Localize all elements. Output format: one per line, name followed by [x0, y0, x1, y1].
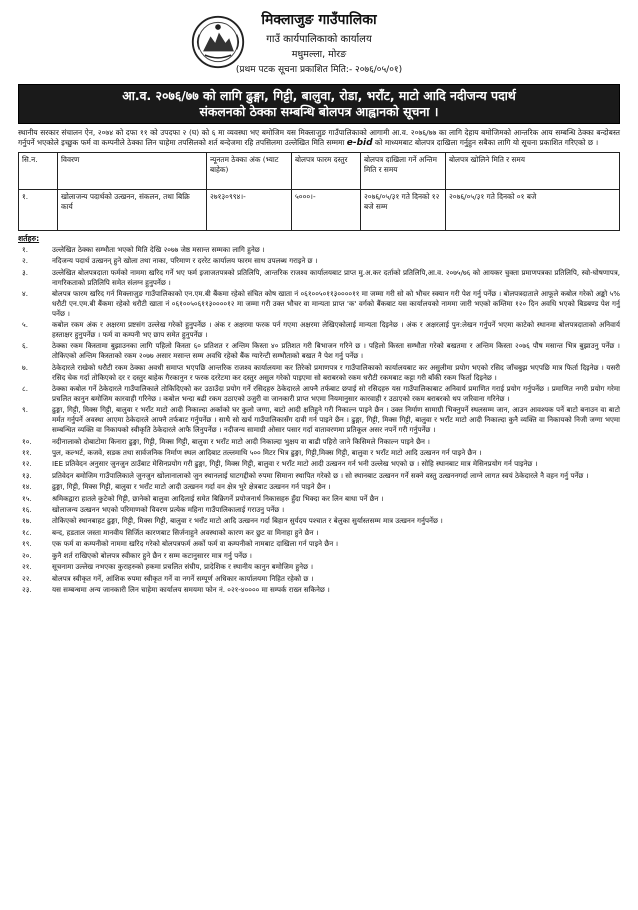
term-number: २०.: [22, 550, 32, 560]
headline-line-1: आ.व. २०७६/७७ को लागि ढुङ्गा, गिट्टी, बालुवा, रोडा, भराँट, माटो आदि नदीजन्य पदार्थ: [122, 88, 516, 103]
term-number: ४.: [22, 288, 28, 298]
term-item: [18, 363, 620, 383]
nepal-government-emblem-icon: [190, 14, 246, 70]
municipality-name: मिक्लाजुङ गाउँपालिका: [261, 12, 377, 28]
term-item: [18, 574, 620, 584]
term-number: १७.: [22, 516, 32, 526]
term-text: सूचनामा उल्लेख नभएका कुराहरुको हकमा प्रचलित संघीय, प्रादेशिक र स्थानीय कानुन बमोजिम हुनेछ ।: [52, 562, 314, 572]
term-text: पुल, कल्भर्ट, कजवे, सडक तथा सार्वजनिक निर्माण स्थल आदिबाट तल्लमाथि ५०० मिटर भित्र ढुङ्गा, गिट्टी,मिक्स गिट्टी, बालुवा र भराँट माटो आदि उत्खनन गर्न पाइने छैन ।: [52, 448, 482, 458]
term-number: ६.: [22, 341, 28, 351]
intro-text-before: स्थानीय सरकार संचालन ऐन, २०७४ को दफा ११ को उपदफा २ (घ) को ६ मा व्यवस्था भए बमोजिम यस मिक्लाजुङ गाउँपालिकाको आगामी आ.व. २०७६/७७ का लागि देहाय बमोजिमको आन्तरिक आय सम्बन्धि ठेक्का बन्दोबस्त गर्नुपर्ने भएकोले इच्छुक फर्म वा कम्पनीले ठेक्का लिन चाहेमा तपसिलको शर्त बन्देजमा रहि तपसिलमा उल्लेखित मिति सम्ममा: [18, 128, 620, 148]
term-item: [18, 562, 620, 572]
term-item: [18, 384, 620, 404]
table-header-cell: विवरण: [58, 152, 207, 189]
term-number: १०.: [22, 436, 32, 446]
term-text: ढुङ्गा, गिट्टी, मिक्स गिट्टी, बालुवा र भराँट माटो आदी उत्खनन गर्दा वन क्षेत्र भुरे क्षेत्रबाट उत्खनन गर्न पाइने छैन ।: [52, 482, 331, 492]
term-item: [18, 471, 620, 481]
term-number: २३.: [22, 584, 32, 594]
term-number: ३.: [22, 267, 28, 277]
table-cell: २०७६/०५/३१ गते दिनको ०१ बजे: [446, 189, 620, 230]
term-number: १.: [22, 244, 28, 254]
term-number: ५.: [22, 320, 28, 330]
term-item: [18, 539, 620, 549]
term-item: [18, 459, 620, 469]
term-text: कबोल रकम अंक र अक्षरमा प्रष्टसंग उल्लेख गरेको हुनुपर्नेछ । अंक र अक्षरमा फरक पर्न गएमा अक्षरमा लेखिएकोलाई मान्यता दिइनेछ । अंक र अक्षरलाई पुन:लेखन गर्नुपर्ने भएमा काटेको स्थानमा बोलपत्रदाताको अनिवार्य हस्ताक्षर हुनुपर्नेछ । फर्म वा कम्पनी भए छाप समेत हुनुपर्नेछ ।: [52, 320, 620, 340]
term-text: नदीनालाको दोबाटोमा किनारा ढुङ्गा, गिट्टी, मिक्स गिट्टी, बालुवा र भराँट माटो आदी निकाल्दा भुक्षय वा बाढी पहिरो जाने किसिमले निकाल्न पाइने छैन ।: [52, 436, 430, 446]
term-text: एक फर्म वा कम्पनीको नाममा खरिद गरेको बोलपत्रफर्म अर्को फर्म वा कम्पनीको नामबाट दाखिला गर्न पाइने छैन ।: [52, 539, 339, 549]
term-item: [18, 448, 620, 458]
term-item: [18, 528, 620, 538]
term-item: [18, 437, 620, 447]
term-item: [18, 494, 620, 504]
office-location: मधुमल्ला, मोरङ: [291, 49, 347, 60]
term-number: १९.: [22, 539, 32, 549]
term-text: श्रमिकद्वारा हातले कुटेको गिट्टी, छानेको बालुवा आदिलाई समेत बिक्रिगर्ने प्रयोजनार्थ निकासहरु हुँदा भिक्दा कर लिन बाधा पर्ने छैन ।: [52, 493, 384, 503]
publication-date: (प्रथम पटक सूचना प्रकाशित मिति:- २०७६/०५/०१): [235, 65, 403, 75]
term-number: ९.: [22, 405, 28, 415]
notice-header: [18, 10, 620, 80]
notice-headline-banner: [18, 84, 620, 124]
term-text: यस सम्बन्धमा अन्य जानकारी लिन चाहेमा कार्यालय समयमा फोन नं. ०२१-४०००० मा सम्पर्क राख्न सकिनेछ ।: [52, 584, 330, 594]
term-item: [18, 516, 620, 526]
table-header-cell: न्यूनतम ठेक्का अंक (भ्याट बाहेक): [207, 152, 292, 189]
term-item: [18, 256, 620, 266]
term-number: ८.: [22, 384, 28, 394]
terms-list: [18, 245, 620, 595]
term-text: कुनै शर्त राखिएको बोलपत्र स्वीकार हुने छैन र सम्म कटानुसारर मात्र गर्नु पर्नेछ ।: [52, 550, 252, 560]
term-text: तोकिएको स्थानबाहट ढुङ्गा, गिट्टी, मिक्स गिट्टी, बालुवा र भराँट माटो आदि उत्खनन गर्दा बिहान सुर्यदय पश्चात र बेलुका सुर्यास्तसम्म मात्र उत्खनन गर्नुपर्नेछ ।: [52, 516, 443, 526]
table-cell: १.: [19, 189, 58, 230]
term-number: १२.: [22, 459, 32, 469]
term-number: २२.: [22, 573, 32, 583]
table-row: [19, 189, 620, 230]
table-cell: २०७६/०५/३१ गते दिनको १२ बजे सम्म: [361, 189, 446, 230]
term-text: नदिजन्य पदार्थ उत्खनन् हुने खोला तथा नाका, परिमाण र दररेट कार्यालय फारम साथ उपलब्ध गराइने छ ।: [52, 256, 318, 266]
term-number: २.: [22, 256, 28, 266]
table-cell: ५०००।-: [292, 189, 361, 230]
table-header-cell: बोलपत्र खोलिने मिति र समय: [446, 152, 620, 189]
headline-line-2: संकलनको ठेक्का सम्बन्धि बोलपत्र आह्वानको सूचना ।: [199, 104, 439, 119]
term-text: ठेक्का रकम किस्तामा बुझाउनका लागि पहिलो किस्ता ६० प्रतिशत र अन्तिम किस्ता ४० प्रतिशत गरी बिभाजन गरिने छ । पहिलो किस्ता सम्भौता गरेको बखतमा र अन्तिम किस्ता २०७६ पौष मसान्त भित्र बुझाउनु पर्नेछ । तोकिएको अन्तिम किस्ताको रकम २०७७ असार मसान्त सम्म अवधि रहेको बैंक ग्यारेन्टी सम्भौताको बखत नै पेश गर्नु पर्नेछ ।: [52, 341, 620, 361]
table-header-cell: बोलपत्र दाखिला गर्ने अन्तिम मिति र समय: [361, 152, 446, 189]
term-number: ७.: [22, 362, 28, 372]
term-text: उल्लेखित बोलपत्रदाता फर्मको नाममा खरिद गर्ने भए फर्म इजाजतपत्रको प्रतिलिपि, आन्तरिक राजश्व कार्यालयबाट प्राप्त मु.अ.कर दर्ताको प्रतिलिपि,आ.व. २०७५/७६ को आयकर चुक्ता प्रमाणपत्रका प्रतिलिपि, स्वो-घोषणापत्र, नागरिकताको प्रतिलिपि समेत संलग्न हुनुपर्नेछ ।: [52, 267, 620, 287]
tender-table: [18, 152, 620, 231]
table-cell: २७१३०९९४।-: [207, 189, 292, 230]
term-item: [18, 551, 620, 561]
term-item: [18, 268, 620, 288]
term-item: [18, 585, 620, 595]
term-number: १३.: [22, 470, 32, 480]
term-text: बोलपत्र स्वीकृत गर्ने, आंशिक रुपमा स्वीकृत गर्ने वा नगर्ने सम्पूर्ण अधिकार कार्यालयमा निहित रहेको छ ।: [52, 573, 314, 583]
term-item: [18, 505, 620, 515]
term-item: [18, 245, 620, 255]
term-text: प्रतिवेदन बमोजिम गाउँपालिकाले जुनजुन खोलानालाको जुन स्थानलाई घाटगद्दीको रुपमा सिमाना स्थापित गरेको छ । सो स्थानबाट उत्खनन गर्ने सक्ने वस्तु उत्खननगर्दा लाग्ने लागत स्वयं ठेकेदारले नै वहन गर्नु पर्नेछ ।: [52, 470, 589, 480]
term-number: २१.: [22, 562, 32, 572]
term-text: खोलाजन्य उत्खनन भएको परिमाणको विवरण प्रत्येक महिना गाउँपालिकालाई गराउनु पर्नेछ ।: [52, 505, 285, 515]
term-text: ठेकेदारले राखेको धरौटी रकम ठेक्का अवधी समाप्त भएपछि आन्तरिक राजश्व कार्यालयमा कर तिरेको प्रमाणपत्र र गाउँपालिकाको कार्यालयबाट कर असुलीमा प्रयोग भएको रसिद जाँचबुझ भएपछि मात्र फिर्ता दिइनेछ । यसरी रसिद चेक गर्दा तोकिएको दर र दस्तुर बाहेक गैरकानुन र फरक दररेटमा कर दस्तुर असुल गरेको पाइएमा सो बराबरको रकम धरौटी रकमबाट कट्टा गरी बाँकी रकम फिर्ता दिइनेछ ।: [52, 362, 620, 382]
term-text: उल्लेखित ठेक्का सम्भौता भएको मिति देखि २०७७ जेष्ठ मसान्त सम्मका लागि हुनेछ ।: [52, 244, 265, 254]
table-header-cell: बोलपत्र फारम दस्तुर: [292, 152, 361, 189]
term-text: ढुङ्गा, गिट्टी, मिक्स गिट्टी, बालुवा र भराँट माटो आदी निकाल्दा अर्काको घर कुलो जग्गा, बाटो आदी क्षतिहुने गरी निकाल्न पाइने छैन । उक्त निर्माण सामाग्री भिक्नुपर्ने स्थलसम्म जान, आउन आवश्यक पर्ने बाटो बनाउन वा बाटो मर्मत गर्नुपर्ने अवस्था आएमा ठेकेदारले आफ्नै तर्फबाट गर्नुपर्नेछ । साथै सो खर्च गाउँपालिकासँग दावी गर्न पाइने छैन । ढुङ्गा, गिट्टी, मिक्स गिट्टी, बालुवा र भराँट माटो आदी निकाल्दा कुनै व्यक्ति वा निकायको निजी जग्गा भएमा सम्बन्धित व्यक्ति वा निकायको स्वीकृति ठेकेदारले आफै लिनुपर्नेछ । नदीजन्य सामाग्री ओसार पसार गर्दा वातावरणमा प्रतिकूल असर नपर्ने गरी गर्नुपर्नेछ ।: [52, 405, 620, 435]
term-item: [18, 482, 620, 492]
term-text: ठेक्का कबोल गर्ने ठेकेदारले गाउँपालिकाले तोकिदिएको कर उठाउँदा प्रयोग गर्ने रसिदहरु ठेकेदारले आफ्नै तर्फबाट छपाई सो रसिदहरु यस गाउँपालिकाबाट अनिवार्य प्रमाणित गराई प्रयोग गर्नुपर्नेछ । प्रमाणित नगरी प्रयोग गरेमा प्रचलित कानुन बमोजिम कारवाही गरिनेछ । कबोल भन्दा बढी रकम उठाएको उजुरी वा जानकारी प्राप्त भएमा नियमानुसार कारवाही र उठाएको रकम बराबरको थप जरिवाना गरिनेछ ।: [52, 384, 620, 403]
intro-text-after: को माध्यमबाट बोलपत्र दाखिला गर्नुहुन सबैका लागि यो सूचना प्रकाशित गरिएको छ ।: [374, 138, 599, 148]
term-number: १५.: [22, 493, 32, 503]
term-item: [18, 405, 620, 435]
terms-heading: शर्तहरु:: [18, 233, 40, 243]
intro-paragraph: [18, 128, 620, 149]
term-number: १८.: [22, 527, 32, 537]
term-number: ११.: [22, 448, 32, 458]
table-header-row: [19, 152, 620, 189]
term-item: [18, 341, 620, 361]
table-cell: खोलाजन्य पदार्थको उत्खनन, संकलन, तथा बिक्रि कार्य: [58, 189, 207, 230]
term-text: बोलपत्र फारम खरिद गर्न मिक्लाजुङ गाउँपालिकाको एन.एम.बी बैंकमा रहेको संचित कोष खाता नं ०६१००५०११३००००११ मा जम्मा गरी सो को भौचर स्क्यान गरी पेश गर्नु पर्नेछ । बोलपत्रदाताले आफूले कबोल गरेको अङ्को ५% धरौटी एन.एम.बी बैंकमा रहेको धरौटी खाता नं ०६१००५०६११३००००१२ मा जम्मा गरी उक्त भौचर वा मान्यता प्राप्त 'क' वर्गको बैंकबाट यस कार्यालयको नाममा जारी भएको कम्तिमा १२० दिन अवधि भएको बिडबण्ड पेश गर्नु पर्नेछ ।: [52, 288, 620, 318]
term-text: बन्द, हडताल जस्ता मानवीय सिर्जित कारणबाट सिर्जनाहुने अवस्थाको कारण कर छुट वा मिनाहा हुने छैन ।: [52, 527, 319, 537]
term-text: IEE प्रतिवेदन अनुसार जुनजुन ठाउँबाट मेसिनप्रयोग गरी ढुङ्गा, गिट्टी, मिक्स गिट्टी, बालुवा र भराँट माटो आदी उत्खनन गर्न भनी उल्लेख भएको छ । सोहि स्थानबाट मात्र मेसिनप्रयोग गर्न पाइनेछ ।: [52, 459, 538, 469]
term-number: १४.: [22, 482, 32, 492]
term-number: १६.: [22, 505, 32, 515]
office-name: गाउँ कार्यपालिकाको कार्यालय: [266, 34, 372, 45]
term-item: [18, 289, 620, 319]
table-header-cell: सि.न.: [19, 152, 58, 189]
ebid-logo-text: e-bid: [346, 138, 373, 149]
term-item: [18, 320, 620, 340]
